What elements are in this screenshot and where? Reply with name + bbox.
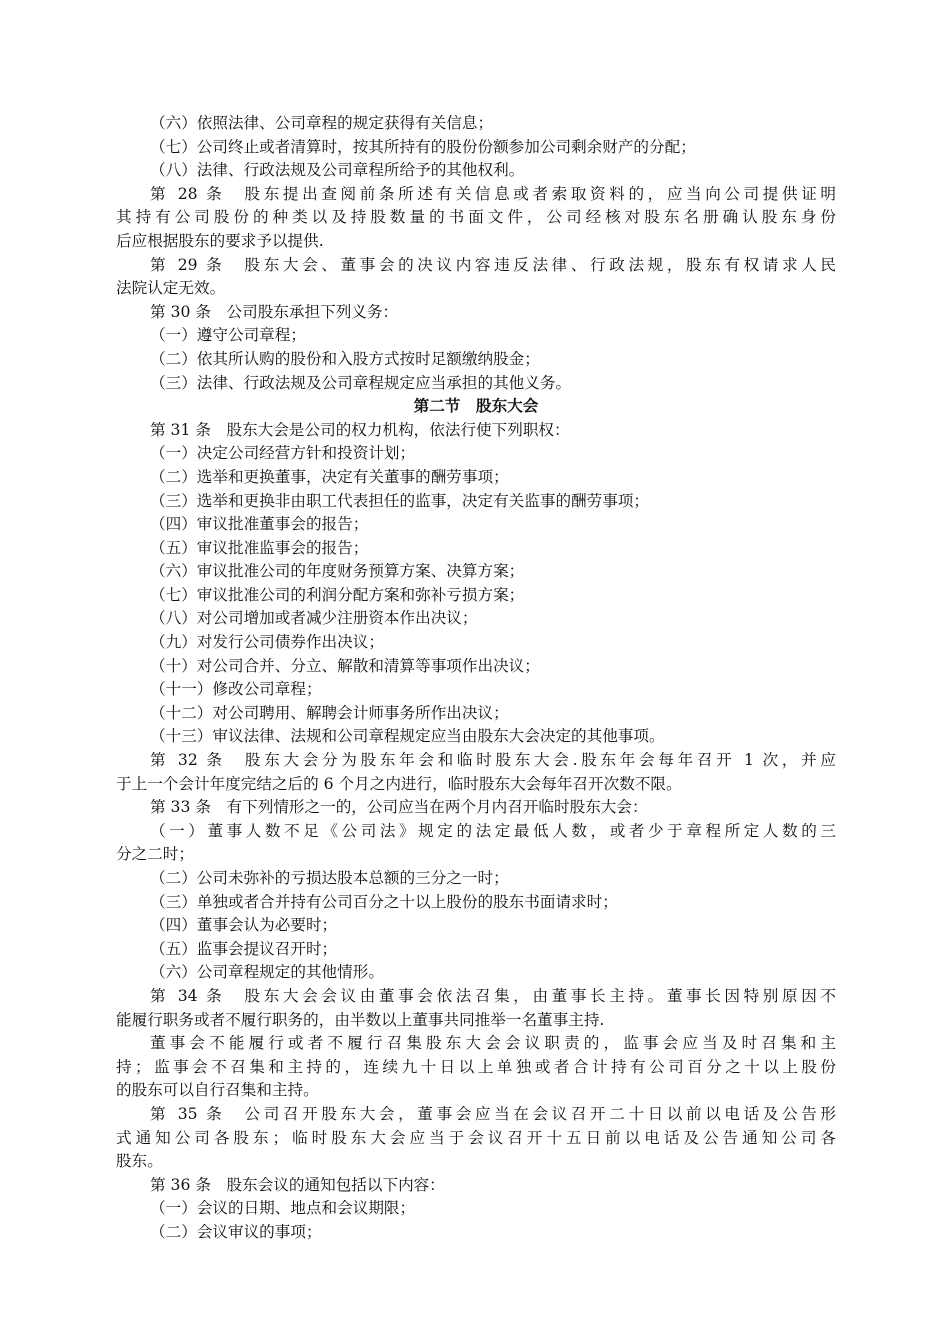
text-line: （五）审议批准监事会的报告； — [150, 538, 369, 557]
section-heading: 第二节 股东大会 — [413, 397, 539, 416]
article-31-line: 第 31 条 股东大会是公司的权力机构，依法行使下列职权： — [150, 420, 570, 439]
text-line: （十二）对公司聘用、解聘会计师事务所作出决议； — [150, 703, 509, 722]
text-line: （三）法律、行政法规及公司章程规定应当承担的其他义务。 — [150, 373, 572, 392]
text-line: （十一）修改公司章程； — [150, 680, 322, 699]
text-line: （二）公司未弥补的亏损达股本总额的三分之一时； — [150, 869, 509, 887]
text-line: （四）审议批准董事会的报告； — [150, 515, 369, 534]
text-line: （六）公司章程规定的其他情形。 — [150, 963, 384, 982]
text-line: 的股东可以自行召集和主持。 — [116, 1081, 319, 1100]
text-line: （六）审议批准公司的年度财务预算方案、决算方案； — [150, 562, 525, 581]
article-34-line: 第 34 条 股东大会会议由董事会依法召集，由董事长主持。董事长因特别原因不 — [150, 986, 836, 1005]
article-32-line: 第 32 条 股东大会分为股东年会和临时股东大会.股东年会每年召开 1 次，并应 — [150, 751, 836, 770]
text-line: （八）法律、行政法规及公司章程所给予的其他权利。 — [150, 161, 525, 180]
text-line: （一）董事人数不足《公司法》规定的法定最低人数，或者少于章程所定人数的三 — [150, 821, 836, 840]
text-line: 分之二时； — [116, 845, 194, 864]
text-line: 法院认定无效。 — [116, 279, 226, 298]
text-line: 能履行职务或者不履行职务的，由半数以上董事共同推举一名董事主持. — [116, 1010, 605, 1029]
article-29-line: 第 29 条 股东大会、董事会的决议内容违反法律、行政法规，股东有权请求人民 — [150, 255, 836, 274]
text-line: （四）董事会认为必要时； — [150, 916, 338, 935]
text-line: （一）遵守公司章程； — [150, 326, 306, 345]
text-line: （十三）审议法律、法规和公司章程规定应当由股东大会决定的其他事项。 — [150, 727, 665, 746]
text-line: （十）对公司合并、分立、解散和清算等事项作出决议； — [150, 656, 540, 675]
text-line: （三）单独或者合并持有公司百分之十以上股份的股东书面请求时； — [150, 892, 618, 911]
text-line: （二）依其所认购的股份和入股方式按时足额缴纳股金； — [150, 349, 540, 368]
text-line: （一）会议的日期、地点和会议期限； — [150, 1199, 416, 1218]
article-35-line: 第 35 条 公司召开股东大会，董事会应当在会议召开二十日以前以电话及公告形 — [150, 1104, 836, 1123]
article-28-line: 第 28 条 股东提出查阅前条所述有关信息或者索取资料的，应当向公司提供证明 — [150, 184, 836, 203]
article-30-line: 第 30 条 公司股东承担下列义务： — [150, 302, 399, 321]
text-line: （七）公司终止或者清算时，按其所持有的股份份额参加公司剩余财产的分配； — [150, 137, 696, 156]
text-line: （三）选举和更换非由职工代表担任的监事，决定有关监事的酬劳事项； — [150, 491, 650, 510]
article-36-line: 第 36 条 股东会议的通知包括以下内容： — [150, 1175, 445, 1194]
text-line: 股东。 — [116, 1152, 163, 1171]
article-33-line: 第 33 条 有下列情形之一的，公司应当在两个月内召开临时股东大会： — [150, 798, 648, 817]
text-line: 其持有公司股份的种类以及持股数量的书面文件，公司经核对股东名册确认股东身份 — [116, 208, 836, 227]
text-line: （八）对公司增加或者减少注册资本作出决议； — [150, 609, 478, 628]
text-line: 持；监事会不召集和主持的，连续九十日以上单独或者合计持有公司百分之十以上股份 — [116, 1057, 836, 1076]
text-line: 董事会不能履行或者不履行召集股东大会会议职责的，监事会应当及时召集和主 — [150, 1034, 836, 1053]
text-line: （二）会议审议的事项； — [150, 1222, 322, 1241]
text-line: （五）监事会提议召开时； — [150, 939, 338, 958]
text-line: （九）对发行公司债券作出决议； — [150, 633, 384, 652]
text-line: （七）审议批准公司的利润分配方案和弥补亏损方案； — [150, 585, 525, 604]
text-line: （六）依照法律、公司章程的规定获得有关信息； — [150, 114, 494, 132]
text-line: 于上一个会计年度完结之后的 6 个月之内进行，临时股东大会每年召开次数不限。 — [116, 774, 682, 793]
text-line: （一）决定公司经营方针和投资计划； — [150, 444, 416, 463]
text-line: （二）选举和更换董事，决定有关董事的酬劳事项； — [150, 467, 509, 486]
text-line: 后应根据股东的要求予以提供. — [116, 231, 324, 250]
document-body — [116, 112, 836, 1245]
text-line: 式通知公司各股东；临时股东大会应当于会议召开十五日前以电话及公告通知公司各 — [116, 1128, 836, 1147]
